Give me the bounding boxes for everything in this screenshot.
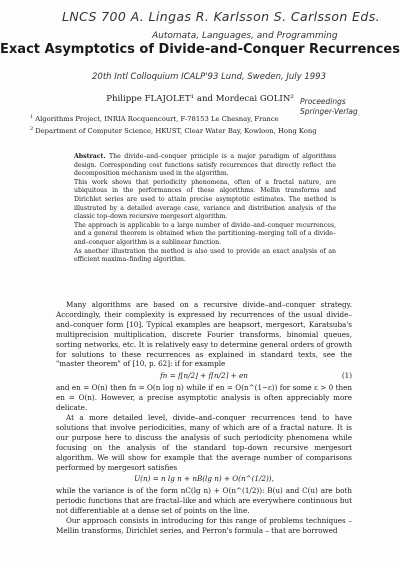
abstract-paragraph: This work shows that periodicity phenomena, often of a fractal nature, are ubiquitous in the performances of these algorithms. Mellin transforms and Dirichlet series are used to attain precise asymptotic estimates. The method is illustrated by a detailed average case, variance and distribution analysis of the classic top–down recursive mergesort algorithm. [74, 178, 336, 221]
affiliation-mark: 1 [30, 114, 34, 120]
equation-number: (1) [341, 371, 352, 381]
affiliations [30, 112, 380, 136]
paper-authors: Philippe FLAJOLET¹ and Mordecai GOLIN² [106, 94, 294, 104]
equation-1 [56, 371, 352, 381]
equation-text: U(n) = n lg n + nB(lg n) + O(n^(1/2)), [134, 474, 274, 484]
body-paragraph: while the variance is of the form nC(lg n) + O(n^(1/2)): B(u) and C(u) are both periodic functions that are fractal–like and which are everywhere continuous but not differentiable at a dense set of points on the line. [56, 486, 353, 516]
body-text [56, 300, 352, 536]
affiliation-text: Algorithms Project, INRIA Rocquencourt, F-78153 Le Chesnay, France [35, 115, 279, 123]
equation-2 [56, 474, 352, 484]
abstract-paragraph: The approach is applicable to a large number of divide–and–conquer recurrences, and a general theorem is obtained when the partitioning–merging toll of a divide–and–conquer algorithm is a sublinear function. [74, 221, 336, 246]
affiliation-text: Department of Computer Science, HKUST, Clear Water Bay, Kowloon, Hong Kong [35, 127, 317, 135]
affiliation-1 [30, 112, 380, 124]
abstract-paragraph [74, 153, 336, 179]
equation-text: fn = f⌊n/2⌋ + f⌈n/2⌉ + en [160, 371, 248, 381]
handwritten-colloquium-note: 20th Intl Colloquium ICALP'93 Lund, Sweden, July 1993 [92, 72, 326, 82]
abstract-paragraph: As another illustration the method is also used to provide an exact analysis of an efficient maxima–finding algorithm. [74, 247, 336, 264]
body-paragraph: Many algorithms are based on a recursive divide–and–conquer strategy. Accordingly, their complexity is expressed by recurrences of the usual divide–and–conquer form [10]. Typical examples are heapsort, mergesort, Karatsuba's multiprecision multiplication, discrete Fourier transforms, binomial queues, sorting networks, etc. It is relatively easy to determine general orders of growth for solutions to these recurrences as explained in standard texts, see the "master theorem" of [10, p. 62]: if for example [56, 300, 352, 369]
body-paragraph: At a more detailed level, divide–and–conquer recurrences tend to have solutions that involve periodicities, many of which are of a fractal nature. It is our purpose here to discuss the analysis of such periodicity phenomena while focusing on the analysis of the standard top–down recursive mergesort algorithm. We will show for example that the average number of comparisons performed by mergesort satisfies [56, 412, 352, 472]
body-paragraph: and en = O(n) then fn = O(n log n) while if en = O(n^(1−ε)) for some ε > 0 then en = O(n). However, a precise asymptotic analysis is often appreciably more delicate. [56, 383, 352, 413]
handwritten-publisher-note: Proceedings Springer-Verlag [300, 97, 358, 116]
handwritten-reference-note: LNCS 700 A. Lingas R. Karlsson S. Carlsson Eds. [62, 9, 380, 24]
abstract-text: The divide–and–conquer principle is a major paradigm of algorithms design. Corresponding cost functions satisfy recurrences that directly reflect the decomposition mechanism used in the algorithm. [74, 153, 336, 178]
abstract [74, 153, 336, 265]
paper-title: Exact Asymptotics of Divide-and-Conquer Recurrences [0, 42, 400, 57]
abstract-heading: Abstract. [74, 153, 106, 160]
affiliation-mark: 2 [30, 126, 34, 132]
body-paragraph: Our approach consists in introducing for this range of problems techniques – Mellin transforms, Dirichlet series, and Perron's formula – that are borrowed [56, 516, 352, 535]
affiliation-2 [30, 124, 380, 136]
handwritten-series-note: Automata, Languages, and Programming [152, 31, 338, 41]
